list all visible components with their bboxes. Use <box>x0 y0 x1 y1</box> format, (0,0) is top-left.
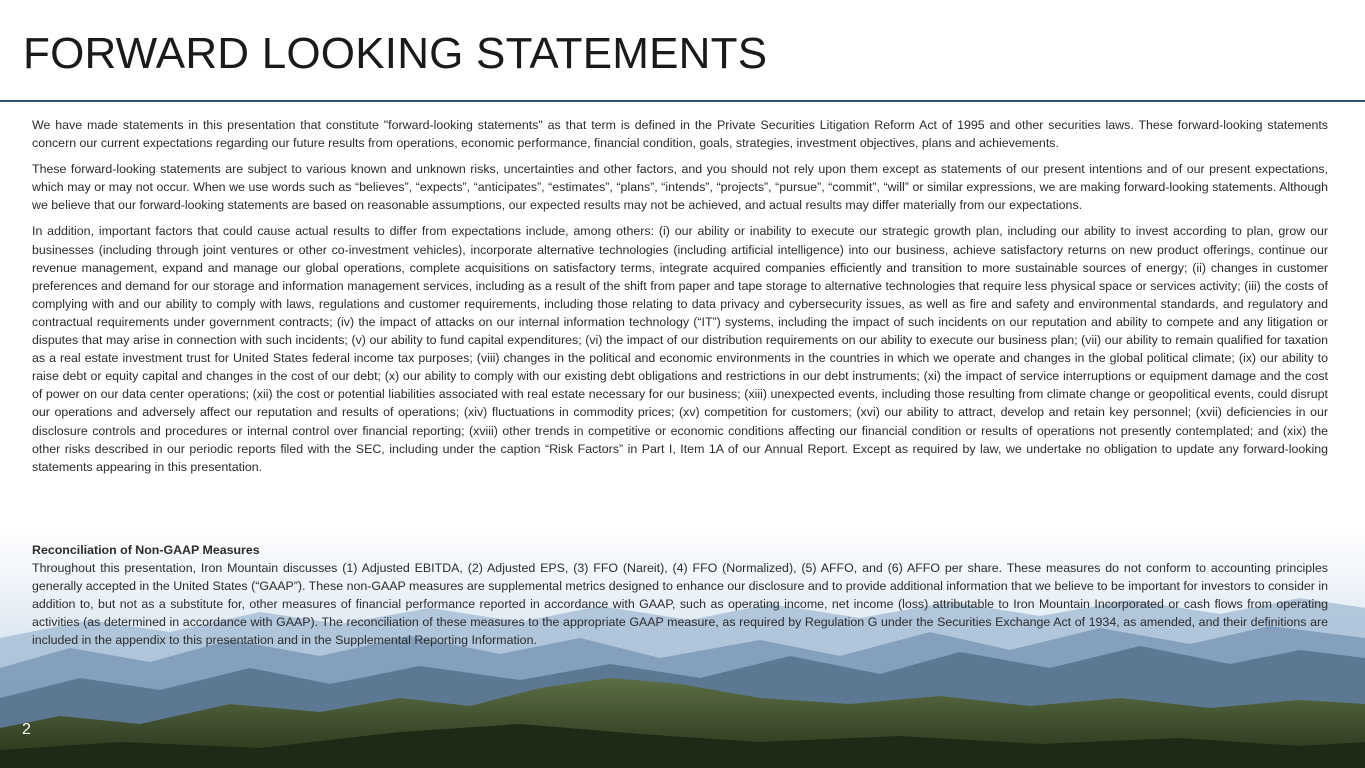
intro-paragraph: We have made statements in this presentation that constitute "forward-looking statements" as that term is defined in the Private Securities Litigation Reform Act of 1995 and other securities laws. These forward-looking statements concern our current expectations regarding our future results from operations, economic performance, financial condition, goals, strategies, investment objectives, plans and achievements. <box>32 118 1328 151</box>
title-divider <box>0 100 1365 102</box>
non-gaap-paragraph: Throughout this presentation, Iron Mountain discusses (1) Adjusted EBITDA, (2) Adjusted EPS, (3) FFO (Nareit), (4) FFO (Normalized), (5) AFFO, and (6) AFFO per share. These measures do not conform to accounting principles generally accepted in the United States (“GAAP”). These non-GAAP measures are supplemental metrics designed to enhance our disclosure and to provide additional information that we believe to be important for investors to consider in addition to, but not as a substitute for, other measures of financial performance reported in accordance with GAAP, such as operating income, net income (loss) attributable to Iron Mountain Incorporated or cash flows from operating activities (as determined in accordance with GAAP). The reconciliation of these measures to the appropriate GAAP measure, as required by Regulation G under the Securities Exchange Act of 1934, as amended, and their definitions are included in the appendix to this presentation and in the Supplemental Reporting Information. <box>32 561 1328 648</box>
forward-looking-body <box>32 116 1328 484</box>
factors-paragraph: In addition, important factors that could cause actual results to differ from expectations include, among others: (i) our ability or inability to execute our strategic growth plan, including our ability to invest according to plan, grow our businesses (including through joint ventures or other co-investment vehicles), incorporate alternative technologies (including artificial intelligence) into our business, achieve satisfactory returns on new product offerings, continue our revenue management, expand and manage our global operations, complete acquisitions on satisfactory terms, integrate acquired companies efficiently and transition to more sustainable sources of energy; (ii) changes in customer preferences and demand for our storage and information management services, including as a result of the shift from paper and tape storage to alternative technologies that require less physical space or services activity; (iii) the costs of complying with and our ability to comply with laws, regulations and customer requirements, including those relating to data privacy and cybersecurity issues, as well as fire and safety and environmental standards, and regulatory and contractual requirements under government contracts; (iv) the impact of attacks on our internal information technology (“IT”) systems, including the impact of such incidents on our reputation and ability to compete and any litigation or disputes that may arise in connection with such incidents; (v) our ability to fund capital expenditures; (vi) the impact of our distribution requirements on our ability to execute our business plan; (vii) our ability to remain qualified for taxation as a real estate investment trust for United States federal income tax purposes; (viii) changes in the political and economic environments in the countries in which we operate and changes in the global political climate; (ix) our ability to raise debt or equity capital and changes in the cost of our debt; (x) our ability to comply with our existing debt obligations and restrictions in our debt instruments; (xi) the impact of service interruptions or equipment damage and the cost of power on our data center operations; (xii) the cost or potential liabilities associated with real estate necessary for our business; (xiii) unexpected events, including those resulting from climate change or geopolitical events, could disrupt our operations and adversely affect our reputation and results of operations; (xiv) fluctuations in commodity prices; (xv) competition for customers; (xvi) our ability to attract, develop and retain key personnel; (xvii) deficiencies in our disclosure controls and procedures or internal control over financial reporting; (xviii) other trends in competitive or economic conditions affecting our financial condition or results of operations not presently contemplated; and (xix) the other risks described in our periodic reports filed with the SEC, including under the caption “Risk Factors” in Part I, Item 1A of our Annual Report. Except as required by law, we undertake no obligation to update any forward-looking statements appearing in this presentation. <box>32 224 1328 474</box>
non-gaap-section <box>32 541 1328 650</box>
non-gaap-heading: Reconciliation of Non-GAAP Measures <box>32 543 260 557</box>
page-number: 2 <box>22 721 31 738</box>
slide-title: FORWARD LOOKING STATEMENTS <box>23 29 768 78</box>
risks-paragraph: These forward-looking statements are subject to various known and unknown risks, uncertainties and other factors, and you should not rely upon them except as statements of our present intentions and of our present expectations, which may or may not occur. When we use words such as “believes”, “expects”, “anticipates”, “estimates”, “plans”, “intends”, “projects”, “pursue”, “commit”, “will” or similar expressions, we are making forward-looking statements. Although we believe that our forward-looking statements are based on reasonable assumptions, our expected results may not be achieved, and actual results may differ materially from our expectations. <box>32 162 1328 213</box>
